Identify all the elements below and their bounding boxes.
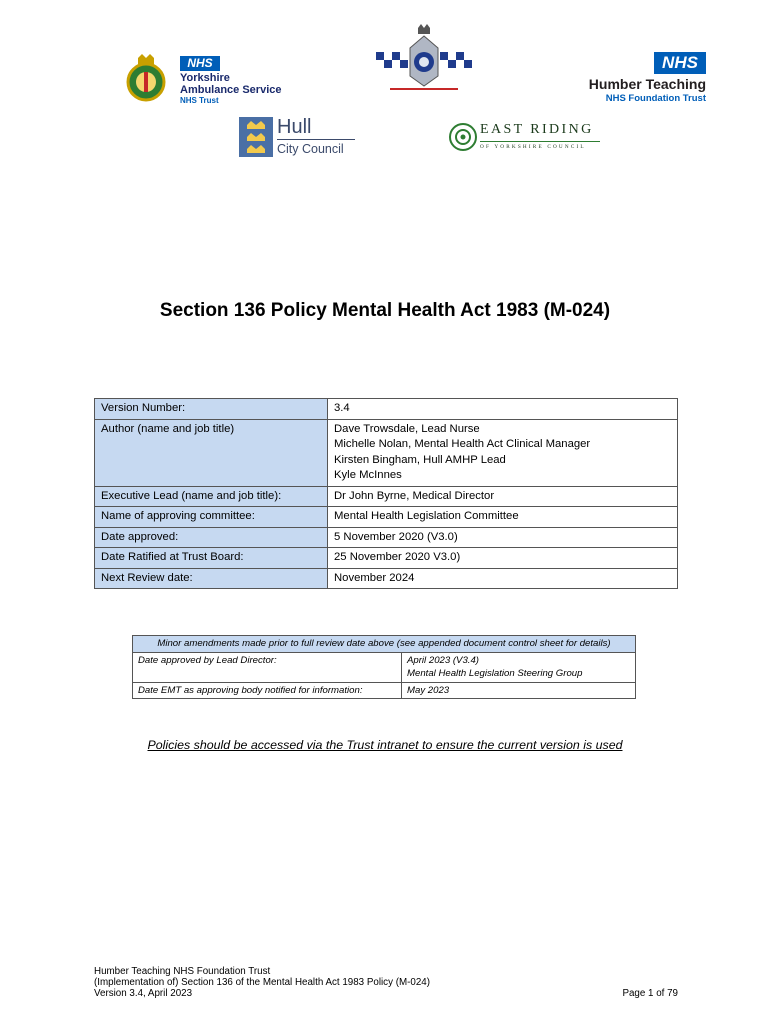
- rose-icon: [448, 122, 478, 152]
- info-value: [328, 527, 678, 548]
- info-row: [95, 568, 678, 589]
- info-label: Name of approving committee:: [95, 507, 328, 528]
- yas-nhs-badge: NHS: [180, 56, 220, 71]
- minor-amendments-table: [132, 635, 636, 699]
- info-value-line: Dr John Byrne, Medical Director: [334, 489, 495, 502]
- info-value: [328, 486, 678, 507]
- minor-row: [133, 652, 636, 682]
- info-value-line: November 2024: [334, 571, 415, 584]
- footer-line-1: Humber Teaching NHS Foundation Trust: [94, 966, 271, 977]
- info-label: Author (name and job title): [95, 419, 328, 486]
- minor-header-row: [133, 636, 636, 653]
- info-value-line: Kirsten Bingham, Hull AMHP Lead: [334, 453, 506, 466]
- info-value-line: 5 November 2020 (V3.0): [334, 530, 458, 543]
- police-logo: [376, 24, 472, 94]
- minor-value: [402, 652, 636, 682]
- humber-name-line2: NHS Foundation Trust: [605, 93, 706, 104]
- footer-line-2: (Implementation of) Section 136 of the Mental Health Act 1983 Policy (M-024): [94, 977, 430, 988]
- info-label: Next Review date:: [95, 568, 328, 589]
- humber-name-line1: Humber Teaching: [588, 76, 706, 92]
- info-row: [95, 527, 678, 548]
- info-value-line: 3.4: [334, 402, 350, 414]
- east-riding-logo: [448, 120, 604, 156]
- info-value-line: Mental Health Legislation Committee: [334, 510, 519, 522]
- ambulance-crest-icon: [126, 52, 166, 106]
- info-label: Date approved:: [95, 527, 328, 548]
- info-value: [328, 548, 678, 569]
- info-value-line: 25 November 2020 V3.0): [334, 551, 461, 563]
- minor-header-cell: Minor amendments made prior to full review date above (see appended document control sheet for details): [133, 636, 636, 653]
- info-value: [328, 419, 678, 486]
- document-info-table: [94, 398, 678, 589]
- info-row: [95, 548, 678, 569]
- yas-name-line1: Yorkshire: [180, 72, 230, 84]
- footer-line-3: Version 3.4, April 2023: [94, 988, 193, 999]
- intranet-notice: Policies should be accessed via the Trust intranet to ensure the current version is used: [147, 738, 623, 752]
- info-label: Version Number:: [95, 399, 328, 420]
- document-title: Section 136 Policy Mental Health Act 1983 (M-024): [159, 300, 611, 321]
- minor-value-line: April 2023 (V3.4): [407, 654, 479, 666]
- yas-name-line2: Ambulance Service: [180, 84, 282, 96]
- info-row: [95, 399, 678, 420]
- page-number: Page 1 of 79: [622, 988, 678, 999]
- yas-name-line3: NHS Trust: [180, 96, 219, 105]
- hull-crowns-icon: [239, 117, 273, 157]
- minor-label: Date EMT as approving body notified for information:: [133, 682, 402, 699]
- east-riding-name-line1: EAST RIDING: [480, 122, 594, 137]
- info-row: [95, 507, 678, 528]
- hull-divider: [277, 139, 355, 140]
- info-value: [328, 507, 678, 528]
- info-row: [95, 486, 678, 507]
- minor-value-line: May 2023: [407, 684, 450, 696]
- hull-name-line2: City Council: [277, 142, 344, 156]
- info-value-line: Michelle Nolan, Mental Health Act Clinical Manager: [334, 438, 591, 450]
- humber-nhs-badge: NHS: [654, 52, 706, 74]
- info-row: [95, 419, 678, 486]
- east-riding-name-line2: OF YORKSHIRE COUNCIL: [480, 144, 586, 150]
- hull-name-line1: Hull: [277, 116, 312, 138]
- info-value-line: Kyle McInnes: [334, 469, 402, 481]
- minor-value: [402, 682, 636, 699]
- info-label: Executive Lead (name and job title):: [95, 486, 328, 507]
- minor-label: Date approved by Lead Director:: [133, 652, 402, 682]
- footer: [94, 966, 430, 999]
- east-riding-divider: [480, 141, 600, 142]
- info-value: [328, 568, 678, 589]
- info-value: [328, 399, 678, 420]
- minor-value-line: Mental Health Legislation Steering Group: [407, 668, 583, 679]
- yas-logo: [126, 52, 286, 108]
- police-crest-icon: [376, 24, 472, 94]
- info-label: Date Ratified at Trust Board:: [95, 548, 328, 569]
- info-value-line: Dave Trowsdale, Lead Nurse: [334, 422, 480, 435]
- hull-logo: [239, 117, 359, 159]
- minor-row: [133, 682, 636, 699]
- humber-logo: [580, 52, 710, 104]
